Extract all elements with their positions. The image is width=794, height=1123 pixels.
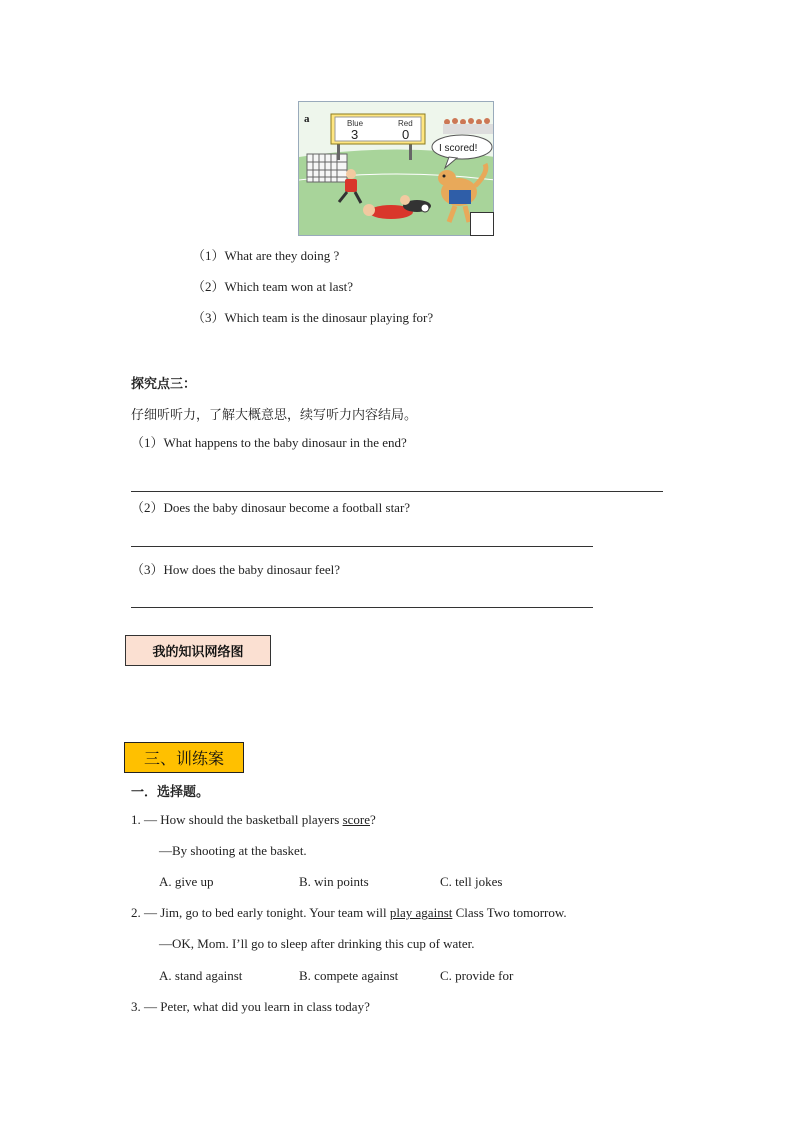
mc-q2-end: Class Two tomorrow. [452,905,567,920]
question-what-doing: （1）What are they doing ? [192,248,340,263]
knowledge-network-box [125,635,271,666]
scoreboard-score1: 3 [351,127,359,142]
training-section-label: 三、训练案 [143,749,224,768]
question-dinosaur-team: （3）Which team is the dinosaur playing for? [192,310,434,325]
explore-three-heading: 探究点三： [131,377,197,392]
scoreboard-team2: Red [398,119,413,128]
mc-question-1 [131,812,376,828]
mc-q1-text: 1. — How should the basketball players [131,812,343,827]
training-section-box [124,742,244,773]
explore-question-1: （1）What happens to the baby dinosaur in the end? [131,435,407,450]
mc-question-2 [131,905,567,921]
scoreboard-team1: Blue [347,119,364,128]
mc-q2-option-b[interactable]: B. compete against [299,968,399,983]
mc-q1-reply: —By shooting at the basket. [159,843,307,858]
question-which-team-won: （2）Which team won at last? [192,279,354,294]
knowledge-network-label: 我的知识网络图 [152,645,244,660]
mc-q2-text: 2. — Jim, go to bed early tonight. Your team will [131,905,390,920]
multiple-choice-title: 一．选择题。 [131,785,210,800]
mc-q1-end: ? [370,812,376,827]
mc-q1-underlined: score [342,812,371,827]
mc-q1-option-b[interactable]: B. win points [299,874,369,889]
mc-q2-reply: —OK, Mom. I’ll go to sleep after drinking this cup of water. [159,936,475,951]
football-illustration [298,101,494,236]
explore-question-3: （3）How does the baby dinosaur feel? [131,562,341,577]
mc-q2-option-a[interactable]: A. stand against [159,968,243,983]
mc-question-3: 3. — Peter, what did you learn in class today? [131,999,370,1014]
answer-line-3[interactable] [131,607,593,608]
mc-q1-option-a[interactable]: A. give up [159,874,214,889]
scoreboard-score2: 0 [402,127,410,142]
explore-question-2: （2）Does the baby dinosaur become a football star? [131,500,411,515]
football-scene-image [299,102,494,236]
answer-box[interactable] [470,212,494,236]
answer-line-1[interactable] [131,491,663,492]
speech-bubble-text: I scored! [439,143,478,154]
mc-q2-option-c[interactable]: C. provide for [440,968,514,983]
mc-q2-underlined: play against [389,905,453,920]
answer-line-2[interactable] [131,546,593,547]
illustration-label: a [304,113,310,125]
explore-three-instruction: 仔细听听力，了解大概意思，续写听力内容结局。 [131,408,418,423]
mc-q1-option-c[interactable]: C. tell jokes [440,874,503,889]
